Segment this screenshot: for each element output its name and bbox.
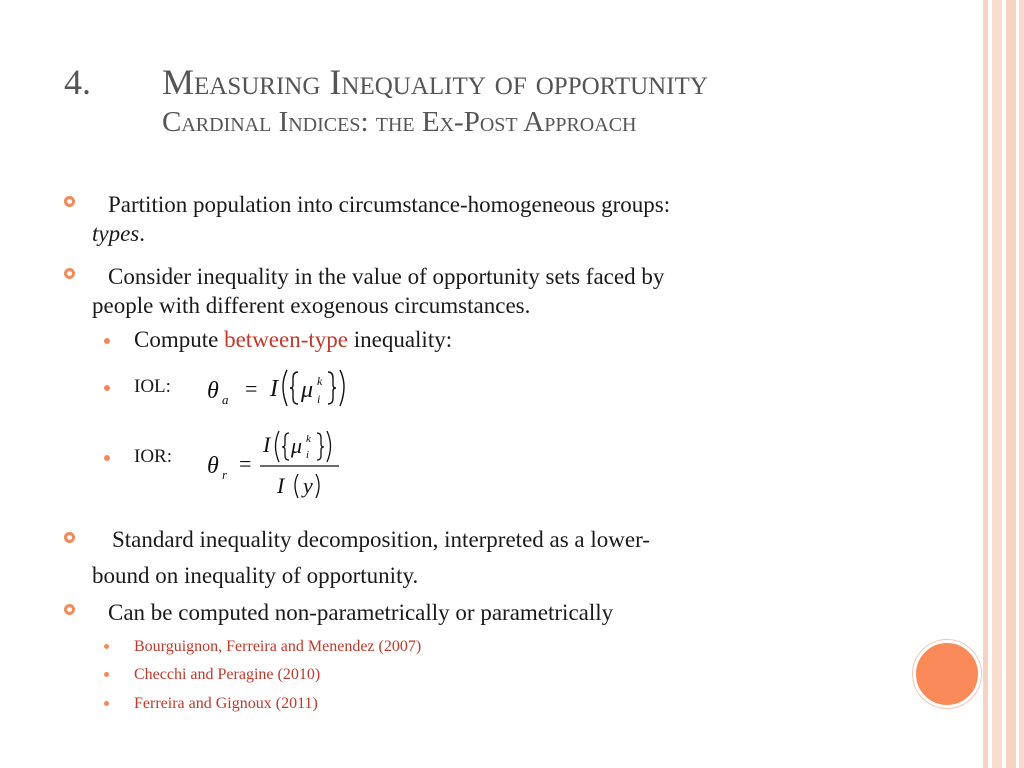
formula-eq: = <box>245 376 258 401</box>
bullet-ring-icon <box>64 196 75 207</box>
decorative-stripes <box>974 0 1024 768</box>
bullet-dot-icon <box>104 455 110 461</box>
reference-text: Checchi and Peragine (2010) <box>134 666 321 683</box>
bullet-ring-icon <box>64 604 75 615</box>
bullet-dot-icon <box>104 338 110 344</box>
bullet-consider <box>64 262 914 320</box>
reference-item <box>104 693 318 715</box>
formula-sup: k <box>317 374 323 388</box>
bullet-ring-icon <box>64 268 75 279</box>
subbullet-accent: between-type <box>224 327 348 352</box>
reference-item <box>104 636 421 658</box>
bullet-text: Can be computed non-parametrically or parametrically <box>108 600 614 625</box>
bullet-dot-icon <box>104 385 110 391</box>
formula-mu: μ <box>291 433 303 458</box>
bullet-computed <box>64 598 914 627</box>
stripe <box>983 0 988 768</box>
title-main: Measuring Inequality of opportunity <box>162 62 708 102</box>
bullet-text: Standard inequality decomposition, interpreted as a lower- <box>112 527 650 552</box>
subbullet-text: IOR: <box>134 446 172 467</box>
bullet-text: bound on inequality of opportunity. <box>92 563 419 588</box>
title-number: 4. <box>64 62 91 102</box>
bullet-text-italic: types <box>92 221 140 246</box>
formula-sub: a <box>222 392 229 407</box>
formula-iol <box>205 362 355 412</box>
formula-ior <box>205 425 355 505</box>
subbullet-text: Compute <box>134 327 225 352</box>
reference-text: Ferreira and Gignoux (2011) <box>134 695 318 712</box>
title-subtitle: Cardinal Indices: the Ex-Post Approach <box>162 106 637 138</box>
subbullet-ior <box>104 443 172 471</box>
formula-brackets <box>283 370 344 406</box>
bullet-text: . <box>139 221 146 246</box>
reference-text: Bourguignon, Ferreira and Menendez (2007) <box>134 638 422 655</box>
bullet-text: Consider inequality in the value of opportunity sets faced by <box>108 264 665 289</box>
formula-sub: i <box>317 392 321 406</box>
bullet-text: Partition population into circumstance-homogeneous groups: <box>108 192 671 217</box>
subbullet-iol <box>104 373 171 401</box>
formula-sub: r <box>222 467 228 482</box>
bullet-ring-icon <box>64 532 75 543</box>
formula-theta: θ <box>207 378 219 404</box>
formula-sub: i <box>306 449 310 461</box>
stripe <box>1006 0 1016 768</box>
subbullet-text: IOL: <box>134 376 171 397</box>
formula-eq: = <box>239 451 252 476</box>
subbullet-text: inequality: <box>347 327 453 352</box>
formula-I: I <box>270 376 278 402</box>
reference-item <box>104 664 320 686</box>
subbullet-compute <box>104 326 452 354</box>
bullet-dot-icon <box>104 644 109 649</box>
bullet-text: people with different exogenous circumstances. <box>92 293 531 318</box>
formula-y: y <box>303 473 313 498</box>
formula-theta: θ <box>207 453 219 479</box>
bullet-dot-icon <box>104 701 109 706</box>
bullet-partition <box>64 190 914 248</box>
bullet-decomposition <box>64 522 914 594</box>
stripe <box>1019 0 1024 768</box>
formula-I: I <box>263 432 271 457</box>
stripe <box>992 0 1002 768</box>
formula-mu: μ <box>301 377 314 403</box>
formula-I: I <box>277 473 285 498</box>
bullet-dot-icon <box>104 672 109 677</box>
formula-sup: k <box>306 433 311 445</box>
